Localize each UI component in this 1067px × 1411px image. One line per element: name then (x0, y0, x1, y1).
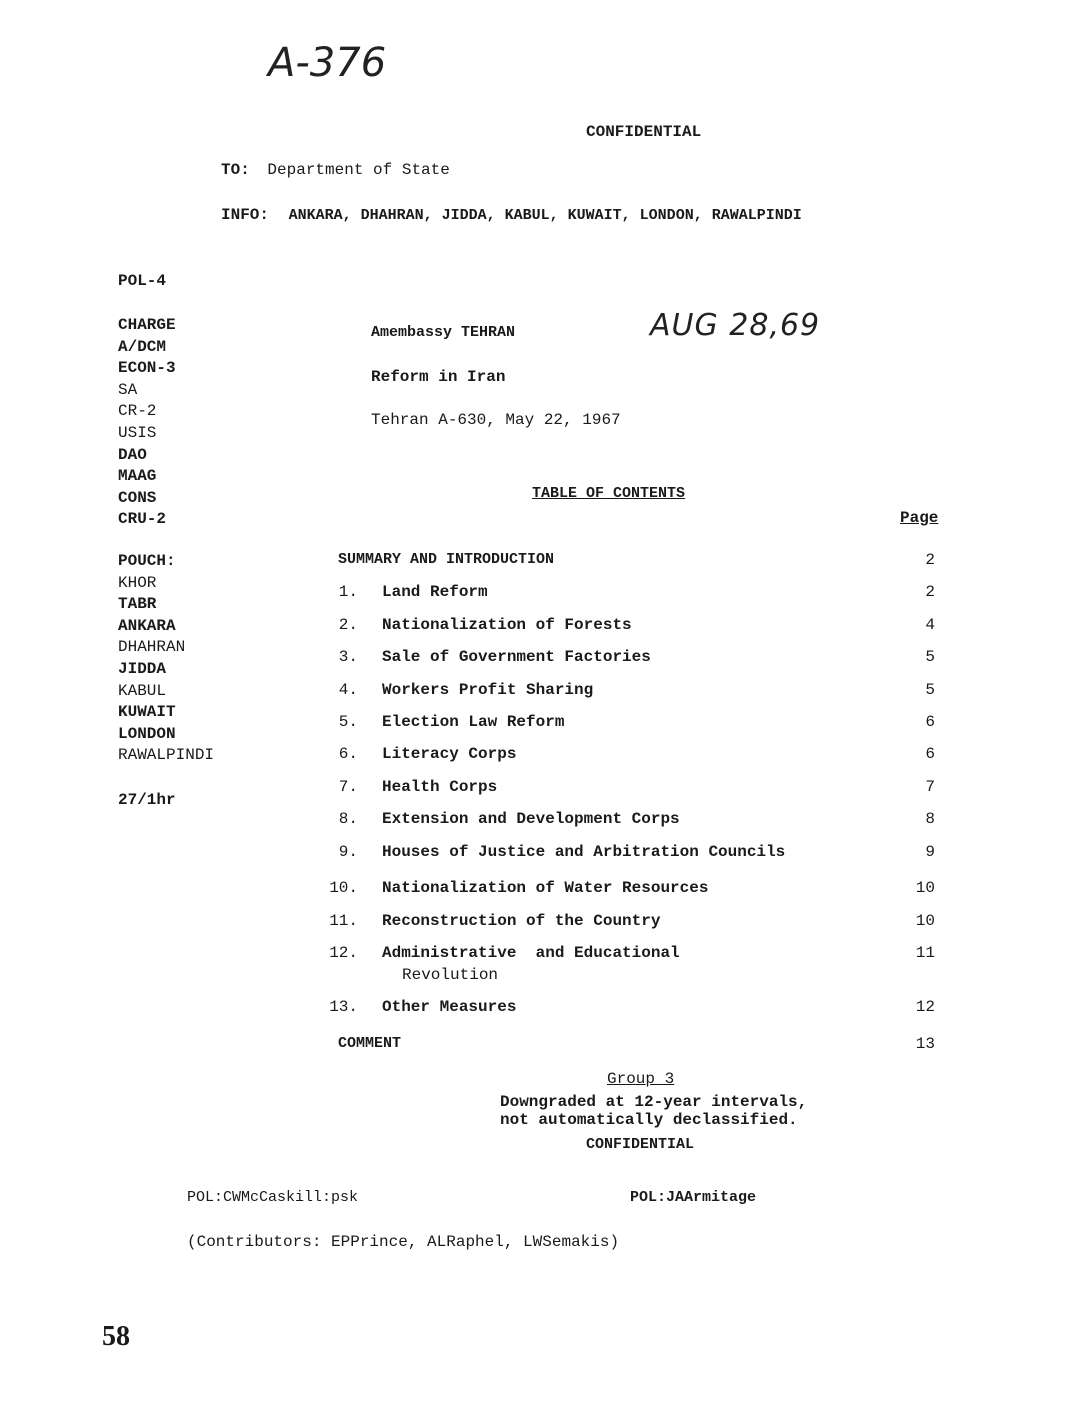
toc-item-number: 9. (338, 843, 358, 861)
toc-item-number: 6. (338, 745, 358, 763)
pouch-item: RAWALPINDI (118, 746, 215, 765)
toc-item-number: 5. (338, 713, 358, 731)
file-code: POL-4 (118, 272, 167, 290)
info-value: ANKARA, DHAHRAN, JIDDA, KABUL, KUWAIT, LONDON, RAWALPINDI (288, 207, 802, 224)
group-label: Group 3 (607, 1070, 675, 1088)
info-line (221, 206, 802, 224)
downgrade-line-2: not automatically declassified. (500, 1111, 798, 1129)
message-subject: Reform in Iran (371, 368, 506, 386)
toc-item-number: 13. (329, 998, 358, 1016)
toc-page-label: Page (900, 509, 939, 527)
toc-item-title: Health Corps (382, 778, 498, 796)
toc-item-title: Nationalization of Forests (382, 616, 632, 634)
toc-heading: TABLE OF CONTENTS (532, 485, 686, 502)
toc-page-number: 11 (915, 944, 935, 962)
downgrade-line-1: Downgraded at 12-year intervals, (500, 1093, 808, 1111)
pouch-item: KUWAIT (118, 703, 176, 722)
handwritten-file-number: A-376 (268, 40, 387, 86)
toc-item-number: 11. (329, 912, 358, 930)
toc-page-number: 2 (925, 583, 935, 601)
message-reference: Tehran A-630, May 22, 1967 (371, 411, 621, 429)
distribution-item: CONS (118, 488, 157, 507)
distribution-item: DAO (118, 445, 147, 464)
pouch-item: DHAHRAN (118, 638, 186, 657)
page-number: 58 (102, 1321, 130, 1352)
distribution-item: SA (118, 380, 138, 399)
toc-page-number: 8 (925, 810, 935, 828)
toc-page-number: 10 (915, 879, 935, 897)
toc-item-number: 7. (338, 778, 358, 796)
toc-item-number: 8. (338, 810, 358, 828)
distribution-item: ECON-3 (118, 359, 176, 378)
toc-item-title: Land Reform (382, 583, 488, 601)
toc-item-title-line2: Revolution (402, 966, 499, 984)
pouch-label: POUCH: (118, 552, 176, 570)
toc-item-title: Extension and Development Corps (382, 810, 680, 828)
distribution-item: CRU-2 (118, 510, 167, 529)
toc-item-number: 10. (329, 879, 358, 897)
distribution-item: CHARGE (118, 316, 176, 334)
pouch-list (118, 551, 214, 767)
message-from: Amembassy TEHRAN (371, 324, 516, 341)
approver: POL:JAArmitage (630, 1189, 757, 1206)
toc-item-number: 4. (338, 681, 358, 699)
toc-item-title: Election Law Reform (382, 713, 565, 731)
toc-item-title: Reconstruction of the Country (382, 912, 661, 930)
toc-item-title: Sale of Government Factories (382, 648, 651, 666)
pouch-item: LONDON (118, 724, 176, 743)
toc-page-number: 5 (925, 681, 935, 699)
toc-item-number: 3. (338, 648, 358, 666)
pouch-item: KABUL (118, 681, 167, 700)
contributors: (Contributors: EPPrince, ALRaphel, LWSemakis) (187, 1233, 620, 1251)
toc-comment-title: COMMENT (338, 1035, 402, 1052)
toc-page-number: 9 (925, 843, 935, 861)
pouch-item: KHOR (118, 573, 157, 592)
toc-page-number: 13 (915, 1035, 935, 1053)
toc-item-title: Nationalization of Water Resources (382, 879, 709, 897)
toc-page-number: 5 (925, 648, 935, 666)
to-line (221, 161, 450, 179)
toc-page-number: 12 (915, 998, 935, 1016)
info-label: INFO: (221, 206, 270, 224)
toc-item-title: Workers Profit Sharing (382, 681, 594, 699)
toc-page-number: 6 (925, 713, 935, 731)
toc-page-number: 2 (925, 551, 935, 569)
toc-intro-title: SUMMARY AND INTRODUCTION (338, 551, 555, 568)
classification-bottom: CONFIDENTIAL (586, 1136, 695, 1153)
pouch-item: ANKARA (118, 616, 176, 635)
distribution-item: CR-2 (118, 402, 157, 421)
toc-item-title: Literacy Corps (382, 745, 517, 763)
distribution-item: MAAG (118, 467, 157, 486)
toc-page-number: 4 (925, 616, 935, 634)
toc-item-number: 12. (329, 944, 358, 962)
pouch-item: JIDDA (118, 659, 167, 678)
distribution-item: USIS (118, 423, 157, 442)
distribution-item: A/DCM (118, 337, 167, 356)
toc-page-number: 7 (925, 778, 935, 796)
toc-page-number: 6 (925, 745, 935, 763)
to-label: TO: (221, 161, 250, 179)
toc-item-number: 2. (338, 616, 358, 634)
toc-item-title: Administrative and Educational (382, 944, 680, 962)
toc-item-title: Other Measures (382, 998, 517, 1016)
handwritten-date: AUG 28,69 (650, 308, 821, 343)
toc-page-number: 10 (915, 912, 935, 930)
classification-top: CONFIDENTIAL (586, 123, 702, 141)
pouch-item: TABR (118, 595, 157, 614)
time-code: 27/1hr (118, 791, 176, 809)
distribution-list (118, 315, 176, 531)
drafter: POL:CWMcCaskill:psk (187, 1189, 359, 1206)
toc-item-number: 1. (338, 583, 358, 601)
toc-item-title: Houses of Justice and Arbitration Councils (382, 843, 786, 861)
to-value: Department of State (267, 161, 450, 179)
